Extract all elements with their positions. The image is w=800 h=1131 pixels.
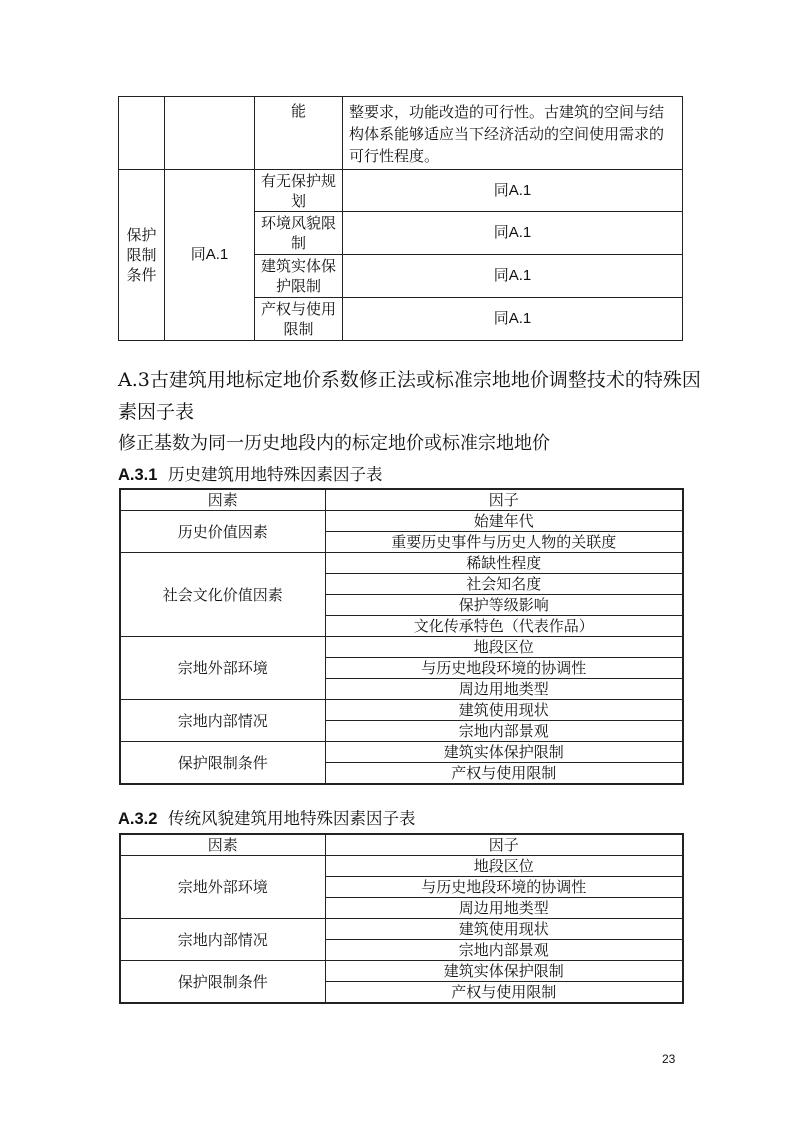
item-cell: 建筑实体保护限制 bbox=[325, 961, 683, 982]
factor-cell: 建筑实体保护限制 bbox=[255, 255, 343, 298]
table2-title-text: 传统风貌建筑用地特殊因素因子表 bbox=[167, 809, 416, 828]
section-heading: A.3古建筑用地标定地价系数修正法或标准宗地地价调整技术的特殊因素因子表 bbox=[118, 369, 701, 423]
criterion-description: 整要求，功能改造的可行性。古建筑的空间与结构体系能够适应当下经济活动的空间使用需求的可行性程度。 bbox=[343, 97, 683, 170]
factor-cell: 宗地内部情况 bbox=[120, 700, 325, 742]
item-cell: 宗地内部景观 bbox=[325, 940, 683, 961]
factor-cell: 有无保护规划 bbox=[255, 170, 343, 212]
value-cell: 同A.1 bbox=[343, 255, 683, 298]
factor-cell: 保护限制条件 bbox=[120, 742, 325, 785]
factor-cell: 产权与使用限制 bbox=[255, 298, 343, 341]
factor-cell: 保护限制条件 bbox=[120, 961, 325, 1004]
table1-title-text: 历史建筑用地特殊因素因子表 bbox=[167, 465, 383, 484]
item-cell: 地段区位 bbox=[325, 856, 683, 877]
item-cell: 文化传承特色（代表作品） bbox=[325, 616, 683, 637]
item-cell: 宗地内部景观 bbox=[325, 721, 683, 742]
item-cell: 重要历史事件与历史人物的关联度 bbox=[325, 532, 683, 553]
table2-number: A.3.2 bbox=[118, 810, 158, 828]
value-cell: 同A.1 bbox=[343, 170, 683, 212]
traditional-building-factor-table bbox=[119, 833, 684, 1004]
continued-table bbox=[118, 96, 683, 341]
item-cell: 与历史地段环境的协调性 bbox=[325, 877, 683, 898]
item-cell: 社会知名度 bbox=[325, 574, 683, 595]
factor-cell: 历史价值因素 bbox=[120, 511, 325, 553]
item-cell: 周边用地类型 bbox=[325, 898, 683, 919]
item-cell: 始建年代 bbox=[325, 511, 683, 532]
header-factor: 因素 bbox=[120, 834, 325, 856]
criterion-tail: 能 bbox=[255, 97, 343, 170]
item-cell: 建筑使用现状 bbox=[325, 919, 683, 940]
item-cell: 产权与使用限制 bbox=[325, 982, 683, 1004]
group-name: 保护限制条件 bbox=[119, 170, 165, 341]
table1-number: A.3.1 bbox=[118, 466, 158, 484]
factor-cell: 宗地外部环境 bbox=[120, 856, 325, 919]
item-cell: 保护等级影响 bbox=[325, 595, 683, 616]
blank-cell bbox=[165, 97, 255, 170]
factor-cell: 宗地外部环境 bbox=[120, 637, 325, 700]
section-note: 修正基数为同一历史地段内的标定地价或标准宗地地价 bbox=[118, 433, 550, 454]
item-cell: 建筑实体保护限制 bbox=[325, 742, 683, 763]
item-cell: 稀缺性程度 bbox=[325, 553, 683, 574]
factor-cell: 社会文化价值因素 bbox=[120, 553, 325, 637]
factor-cell: 宗地内部情况 bbox=[120, 919, 325, 961]
item-cell: 地段区位 bbox=[325, 637, 683, 658]
item-cell: 产权与使用限制 bbox=[325, 763, 683, 785]
value-cell: 同A.1 bbox=[343, 212, 683, 255]
history-building-factor-table bbox=[119, 488, 684, 785]
factor-cell: 环境风貌限制 bbox=[255, 212, 343, 255]
header-item: 因子 bbox=[325, 834, 683, 856]
header-factor: 因素 bbox=[120, 489, 325, 511]
table1-title bbox=[118, 464, 382, 486]
item-cell: 建筑使用现状 bbox=[325, 700, 683, 721]
item-cell: 周边用地类型 bbox=[325, 679, 683, 700]
item-cell: 与历史地段环境的协调性 bbox=[325, 658, 683, 679]
header-item: 因子 bbox=[325, 489, 683, 511]
blank-cell bbox=[119, 97, 165, 170]
table2-title bbox=[118, 808, 415, 830]
page-number: 23 bbox=[662, 1052, 676, 1066]
value-cell: 同A.1 bbox=[343, 298, 683, 341]
group-ref: 同A.1 bbox=[165, 170, 255, 341]
